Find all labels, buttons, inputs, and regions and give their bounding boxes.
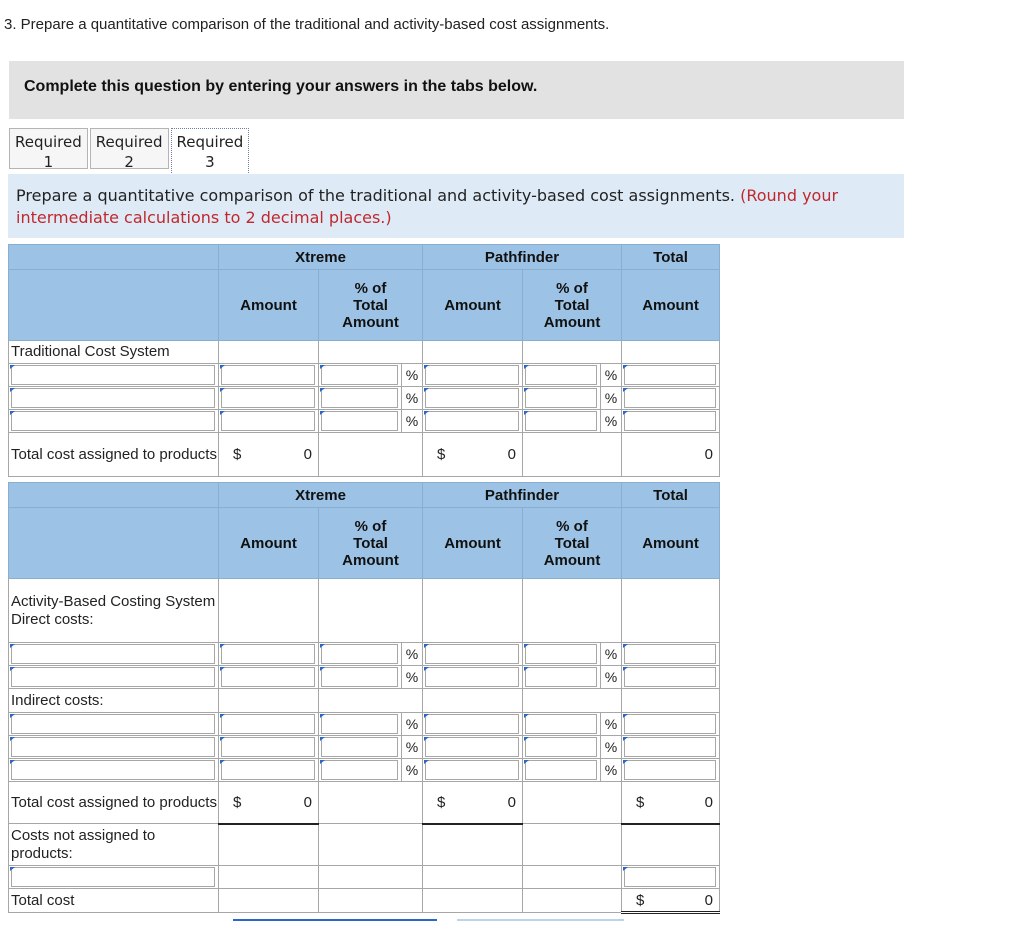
header-pct-line: Amount <box>342 313 399 331</box>
pathfinder-amount-input[interactable] <box>423 759 523 782</box>
pathfinder-pct-input[interactable] <box>523 364 601 387</box>
pct-sign: % <box>402 643 423 666</box>
pathfinder-pct-input[interactable] <box>523 713 601 736</box>
header-blank <box>9 270 219 341</box>
pathfinder-total-value: 0 <box>507 446 517 463</box>
header-pct-total <box>319 270 423 341</box>
header-amount: Amount <box>622 508 720 579</box>
pathfinder-total <box>423 433 523 477</box>
header-pct-line: % of <box>354 279 387 297</box>
header-pct-total <box>523 508 622 579</box>
abc-cost-table <box>8 482 720 914</box>
pathfinder-amount-input[interactable] <box>423 410 523 433</box>
total-assigned-value: 0 <box>704 793 714 811</box>
tab-required-2[interactable] <box>90 128 169 169</box>
pathfinder-pct-input[interactable] <box>523 387 601 410</box>
header-pct-line: Total <box>554 534 590 552</box>
pathfinder-pct-input[interactable] <box>523 666 601 689</box>
xtreme-pct-input[interactable] <box>319 666 402 689</box>
header-amount: Amount <box>219 270 319 341</box>
header-pct-total <box>523 270 622 341</box>
dollar-sign: $ <box>636 891 645 909</box>
xtreme-total-value: 0 <box>303 793 312 811</box>
header-amount: Amount <box>423 270 523 341</box>
xtreme-total <box>219 433 319 477</box>
total-amount-input[interactable] <box>622 759 720 782</box>
xtreme-pct-input[interactable] <box>319 364 402 387</box>
abc-section-title: Activity-Based Costing System <box>11 592 216 610</box>
pct-sign: % <box>402 410 423 433</box>
header-pct-line: % of <box>556 517 588 535</box>
pct-sign: % <box>402 666 423 689</box>
question-title: 3. Prepare a quantitative comparison of the traditional and activity-based cost assignments. <box>4 16 610 33</box>
pathfinder-amount-input[interactable] <box>423 666 523 689</box>
total-cost-label: Total cost <box>9 889 219 913</box>
pct-sign: % <box>601 759 622 782</box>
header-blank <box>9 508 219 579</box>
total-amount-input[interactable] <box>622 713 720 736</box>
pct-sign: % <box>402 713 423 736</box>
header-pct-line: Amount <box>342 551 399 569</box>
total-cost-value: 0 <box>704 891 714 909</box>
tab-number: 3 <box>205 153 215 171</box>
xtreme-total-value: 0 <box>303 446 312 463</box>
total-amount-input[interactable] <box>622 387 720 410</box>
instruction-banner <box>9 61 904 119</box>
row-label-input[interactable] <box>9 387 219 410</box>
tab-number: 2 <box>124 153 134 171</box>
pathfinder-amount-input[interactable] <box>423 713 523 736</box>
header-amount: Amount <box>622 270 720 341</box>
xtreme-amount-input[interactable] <box>219 364 319 387</box>
pct-sign: % <box>601 410 622 433</box>
grand-total-value: 0 <box>704 446 714 463</box>
banner-text: Complete this question by entering your answers in the tabs below. <box>24 78 538 95</box>
pathfinder-amount-input[interactable] <box>423 736 523 759</box>
pathfinder-amount-input[interactable] <box>423 643 523 666</box>
header-amount: Amount <box>423 508 523 579</box>
row-label-input[interactable] <box>9 866 219 889</box>
tab-bar <box>9 128 251 174</box>
row-label-input[interactable] <box>9 410 219 433</box>
indirect-costs-label: Indirect costs: <box>9 689 219 713</box>
dollar-sign: $ <box>437 446 446 463</box>
xtreme-pct-input[interactable] <box>319 713 402 736</box>
tab-label: Required <box>95 133 163 151</box>
grand-total <box>622 782 720 824</box>
xtreme-pct-input[interactable] <box>319 387 402 410</box>
nav-bar-left <box>233 919 437 921</box>
header-pct-line: % of <box>556 279 588 297</box>
dollar-sign: $ <box>233 446 242 463</box>
total-amount-input[interactable] <box>622 643 720 666</box>
xtreme-amount-input[interactable] <box>219 410 319 433</box>
header-total: Total <box>622 245 720 270</box>
header-pct-line: Total <box>554 296 590 314</box>
pct-sign: % <box>601 736 622 759</box>
row-label-input[interactable] <box>9 666 219 689</box>
pathfinder-amount-input[interactable] <box>423 387 523 410</box>
xtreme-pct-input[interactable] <box>319 410 402 433</box>
header-pct-line: Amount <box>543 313 601 331</box>
tab-number: 1 <box>43 153 54 171</box>
header-amount: Amount <box>219 508 319 579</box>
pathfinder-pct-input[interactable] <box>523 759 601 782</box>
header-total: Total <box>622 483 720 508</box>
rounding-note: (Round your intermediate calculations to 2 decimal places.) <box>16 186 839 227</box>
pct-sign: % <box>601 666 622 689</box>
total-amount-input[interactable] <box>622 736 720 759</box>
header-blank <box>9 483 219 508</box>
pathfinder-total <box>423 782 523 824</box>
total-amount-input[interactable] <box>622 666 720 689</box>
pct-sign: % <box>601 364 622 387</box>
total-amount-input[interactable] <box>622 364 720 387</box>
direct-costs-label: Direct costs: <box>11 610 94 628</box>
pct-sign: % <box>402 364 423 387</box>
xtreme-pct-input[interactable] <box>319 736 402 759</box>
not-assigned-label: Costs not assigned to products: <box>9 824 219 866</box>
instructions-text: Prepare a quantitative comparison of the traditional and activity-based cost assignments. <box>16 186 736 205</box>
header-xtreme: Xtreme <box>219 245 423 270</box>
pct-sign: % <box>402 736 423 759</box>
dollar-sign: $ <box>636 793 645 811</box>
pct-sign: % <box>601 643 622 666</box>
pct-sign: % <box>402 759 423 782</box>
total-cost-value-cell <box>622 889 720 913</box>
tab-label: Required <box>15 133 82 151</box>
pct-sign: % <box>601 387 622 410</box>
total-assigned-label: Total cost assigned to products <box>9 433 219 477</box>
xtreme-amount-input[interactable] <box>219 713 319 736</box>
instructions-box <box>8 174 904 238</box>
xtreme-amount-input[interactable] <box>219 387 319 410</box>
header-xtreme: Xtreme <box>219 483 423 508</box>
row-label-input[interactable] <box>9 759 219 782</box>
xtreme-amount-input[interactable] <box>219 666 319 689</box>
total-assigned-label: Total cost assigned to products <box>9 782 219 824</box>
header-pct-line: Amount <box>543 551 601 569</box>
traditional-cost-table <box>8 244 720 477</box>
header-pathfinder: Pathfinder <box>423 245 622 270</box>
xtreme-total <box>219 782 319 824</box>
pathfinder-pct-input[interactable] <box>523 410 601 433</box>
header-pct-line: Total <box>353 296 388 314</box>
pct-sign: % <box>402 387 423 410</box>
pct-sign: % <box>601 713 622 736</box>
header-pct-line: % of <box>354 517 387 535</box>
pathfinder-pct-input[interactable] <box>523 736 601 759</box>
total-amount-input[interactable] <box>622 410 720 433</box>
header-pct-total <box>319 508 423 579</box>
tab-required-1[interactable] <box>9 128 88 169</box>
tab-required-3[interactable] <box>171 128 250 175</box>
nav-bar-right <box>457 919 624 921</box>
xtreme-amount-input[interactable] <box>219 736 319 759</box>
dollar-sign: $ <box>437 793 446 811</box>
row-label-input[interactable] <box>9 643 219 666</box>
pathfinder-amount-input[interactable] <box>423 364 523 387</box>
grand-total <box>622 433 720 477</box>
pathfinder-total-value: 0 <box>507 793 517 811</box>
xtreme-amount-input[interactable] <box>219 643 319 666</box>
section-label: Traditional Cost System <box>9 341 219 364</box>
row-label-input[interactable] <box>9 364 219 387</box>
total-amount-input[interactable] <box>622 866 720 889</box>
row-label-input[interactable] <box>9 736 219 759</box>
header-pct-line: Total <box>353 534 388 552</box>
header-blank <box>9 245 219 270</box>
xtreme-amount-input[interactable] <box>219 759 319 782</box>
section-label <box>9 579 219 643</box>
header-pathfinder: Pathfinder <box>423 483 622 508</box>
xtreme-pct-input[interactable] <box>319 643 402 666</box>
dollar-sign: $ <box>233 793 242 811</box>
tab-label: Required <box>176 133 244 151</box>
pathfinder-pct-input[interactable] <box>523 643 601 666</box>
xtreme-pct-input[interactable] <box>319 759 402 782</box>
row-label-input[interactable] <box>9 713 219 736</box>
